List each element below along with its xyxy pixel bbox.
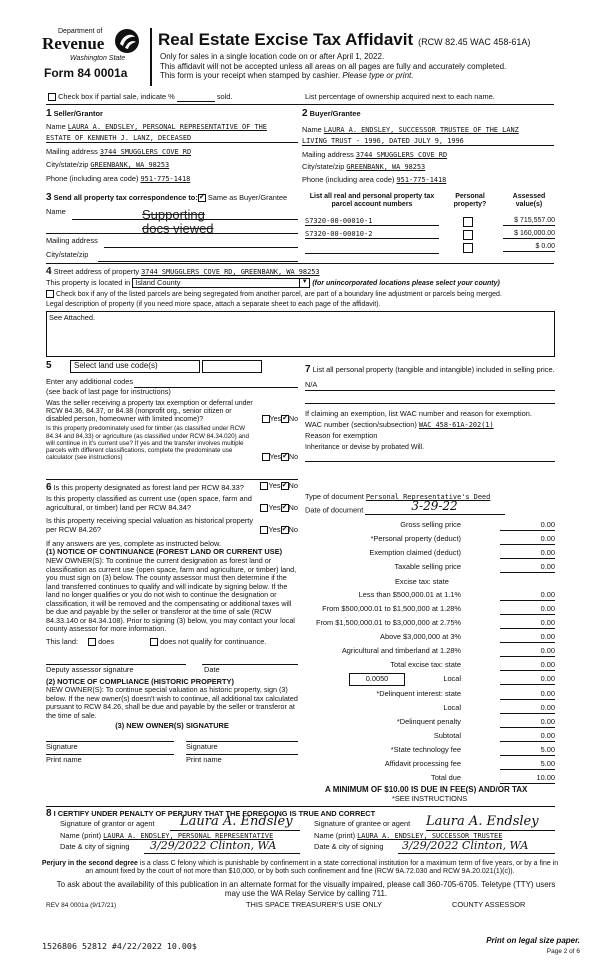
tax-row — [305, 760, 555, 771]
receipt-stamp: 1526806 52812 #4/22/2022 10.00$ — [42, 941, 197, 951]
seller-phone-label: Phone (including area code) — [46, 174, 139, 184]
sec7-label: List all personal property (tangible and intangible) included in selling price. — [312, 365, 555, 374]
title-text: Real Estate Excise Tax Affidavit — [158, 30, 414, 49]
tax-row — [305, 661, 555, 672]
q2-options — [262, 453, 298, 462]
sold-label: sold. — [216, 92, 233, 101]
buyer-addr-label: Mailing address — [302, 149, 354, 159]
codes-label: Enter any additional codes — [46, 377, 134, 386]
tax-row — [305, 605, 555, 616]
q1-yes-label: Yes — [269, 416, 282, 424]
stamp-supporting: Supporting — [142, 206, 205, 222]
tax-row-value[interactable]: 0.00 — [500, 690, 555, 700]
tax-row — [305, 591, 555, 602]
treasurer-label: THIS SPACE TREASURER'S USE ONLY — [246, 900, 383, 909]
reason-label: Reason for exemption — [305, 431, 378, 440]
sec6-rule — [46, 479, 298, 480]
tax-row-label: Gross selling price — [400, 520, 461, 529]
tax-row-value[interactable]: 0.00 — [500, 661, 555, 671]
sec4-num: 4 — [46, 266, 52, 277]
seller-phone[interactable]: 951-775-1418 — [140, 175, 191, 184]
segregated-checkbox[interactable] — [46, 290, 54, 298]
tax-row — [305, 521, 555, 532]
legal-description-field[interactable] — [46, 311, 555, 357]
sec6-q3: Is this property receiving special valuation as historical property per RCW 84.26? — [46, 516, 254, 534]
tax-row-value[interactable]: 0.00 — [500, 535, 555, 545]
seller-heading — [46, 108, 298, 120]
dor-logo — [40, 28, 160, 88]
segregated-row — [46, 290, 502, 299]
buyer-title: Buyer/Grantee — [309, 109, 361, 118]
tax-row-value[interactable]: 0.00 — [500, 521, 555, 531]
buyer-name-1[interactable]: LAURA A. ENDSLEY, SUCCESSOR TRUSTEE OF THE LANZ — [323, 125, 519, 134]
tax-row-label: Total due — [431, 773, 461, 782]
reason-value[interactable]: Inheritance or devise by probated Will. — [305, 443, 425, 451]
form-number: Form 84 0001a — [44, 66, 128, 80]
grantor-date-label: Date & city of signing — [60, 842, 130, 851]
access-notice: To ask about the availability of this publication in an alternate format for the visually impaired, please call 360-705-6705. Teletype (TTY) users may use the WA Relay Service by calling 711. — [56, 880, 556, 899]
list-pct-label: List percentage of ownership acquired next to each name. — [305, 92, 495, 101]
personal-property-section — [305, 364, 555, 462]
wac-label: WAC number (section/subsection) — [305, 420, 417, 430]
see-instructions: *SEE INSTRUCTIONS — [392, 794, 468, 803]
sec3-addr-label: Mailing address — [46, 235, 98, 245]
tax-row — [305, 746, 555, 757]
parcel-row — [305, 217, 555, 229]
sec3-label: Send all property tax correspondence to: — [53, 193, 198, 202]
print2-label: Print name — [186, 754, 222, 764]
land-use-row — [46, 360, 298, 374]
grantee-date-label: Date & city of signing — [314, 842, 384, 851]
rev-number: REV 84 0001a (9/17/21) — [46, 902, 117, 909]
tax-row-label: Exemption claimed (deduct) — [369, 548, 461, 557]
revenue-swirl-icon — [114, 28, 140, 54]
sec6-q1: Is this property designated as forest land per RCW 84.33? — [53, 483, 244, 492]
sec6-q2-yes-label: Yes — [268, 502, 281, 512]
note-3b: Please type or print. — [342, 71, 414, 81]
grantor-date-row — [60, 839, 300, 855]
parcel-number[interactable] — [305, 243, 439, 254]
this-land-row — [46, 638, 298, 658]
notice1-body: NEW OWNER(S): To continue the current designation as forest land or classification as current use (open space, farm and agriculture, or timber) land, you must sign on (3) below. The county assessor must then determine if the land transferred continues to qualify and will indicate by signing below. If the land no longer qualifies or you do not wish to continue the designation or classification, it will be removed and the compensating or additional taxes will be due and payable by the seller or transferor at the time of sale (RCW 84.33.140 or 84.34.108). Prior to signing (3) below, you may contact your local county assessor for more information. — [46, 556, 297, 634]
tax-row-label: *Personal property (deduct) — [370, 534, 461, 543]
tax-row-label: Subtotal — [433, 731, 461, 740]
q2-yes-label: Yes — [269, 453, 282, 461]
land-use-select[interactable] — [70, 360, 200, 373]
tax-row — [305, 549, 555, 560]
codes-see: (see back of last page for instructions) — [46, 387, 171, 396]
notice2-body: NEW OWNER(S): To continue special valuation as historic property, sign (3) below. If the new owner(s) doesn't wish to continue, all additional tax calculated pursuant to RCW 84.26, shall be due and payable by the seller or transferor at the time of sale. — [46, 685, 298, 720]
sec6-q3-row — [46, 517, 298, 534]
sec3-addr-row — [46, 237, 298, 249]
sec3-city-label: City/state/zip — [46, 249, 89, 259]
note-3a: This form is your receipt when stamped by cashier. — [160, 71, 341, 81]
form-title — [158, 30, 530, 50]
buyer-heading — [302, 108, 554, 120]
assessed-col-header: Assessed value(s) — [512, 193, 546, 209]
perjury-notice — [40, 860, 560, 877]
grantee-date-row — [314, 839, 555, 855]
sec6-q3-no-checkbox[interactable] — [281, 526, 289, 534]
parcel-number[interactable]: S7320-00-00010-1 — [305, 217, 439, 226]
seller-name-2[interactable]: ESTATE OF KENNETH J. LANZ, DECEASED — [46, 134, 298, 143]
doc-type-value[interactable]: Personal Representative's Deed — [365, 493, 491, 501]
local-row — [305, 675, 555, 686]
seller-num: 1 — [46, 108, 52, 119]
located-row — [46, 278, 500, 288]
does-not-option — [150, 638, 300, 647]
assessor-label: COUNTY ASSESSOR — [452, 900, 526, 909]
header-divider — [150, 28, 152, 86]
sec6-q2-options — [260, 504, 298, 513]
assessed-value[interactable]: $ 0.00 — [503, 243, 555, 252]
tax-row — [305, 704, 555, 715]
q1-no-label: No — [289, 416, 298, 424]
grantor-name-label: Name (print) — [60, 831, 102, 840]
grantor-sig-line — [170, 830, 300, 831]
grantee-signature[interactable]: Laura A. Endsley — [426, 814, 539, 829]
buyer-name-label: Name — [302, 124, 322, 134]
seller-city-row — [46, 161, 298, 170]
rule-sec8 — [46, 806, 555, 807]
q2-yes-checkbox[interactable] — [262, 453, 270, 461]
deputy-date-label: Date — [204, 664, 220, 674]
tax-row-value[interactable]: 0.00 — [500, 549, 555, 559]
sig2-label: Signature — [186, 741, 218, 751]
tax-row-label: Above $3,000,000 at 3% — [380, 632, 461, 641]
sec3-name-row — [46, 208, 298, 221]
grantee-sig-label: Signature of grantee or agent — [314, 819, 411, 828]
doc-type-label: Type of document — [305, 492, 364, 501]
q1-label: Was the seller receiving a property tax exemption or deferral under RCW 84.36, 84.37, or 84.38 (nonprofit org., senior citizen or disabled person, homeowner with limited income)? — [46, 399, 253, 424]
sig1-label: Signature — [46, 741, 78, 751]
seller-title: Seller/Grantor — [53, 109, 103, 118]
sec3-line2 — [46, 221, 298, 235]
excise-state-head: Excise tax: state — [395, 577, 449, 586]
grantor-sign-block — [60, 814, 300, 855]
tax-row — [305, 619, 555, 630]
legal-label: Legal description of property (if you need more space, attach a separate sheet to each page of the affidavit). — [46, 301, 381, 308]
tax-row — [305, 718, 555, 729]
street-row — [46, 266, 320, 278]
sec6-q1-options — [260, 482, 298, 491]
buyer-name-2[interactable]: LIVING TRUST - 1996, DATED JULY 9, 1996 — [302, 137, 554, 146]
q2-no-label: No — [289, 453, 298, 461]
header-notes — [160, 52, 506, 81]
doc-date-field[interactable] — [365, 499, 505, 515]
chevron-down-icon: ▼ — [299, 279, 309, 287]
grantor-sig-label: Signature of grantor or agent — [60, 819, 155, 828]
perjury-text: is a class C felony which is punishable by confinement in a state correctional institution for a maximum term of five years, or by a fine in an amount fixed by the court of not more than $10,000, or by both such confinement and fine (RCW 9A.72.030 and RCW 9A.20.021(1)(c)). — [85, 860, 559, 876]
doc-date-label: Date of document — [305, 505, 364, 515]
parcel-row — [305, 230, 555, 242]
sec3-city-row — [46, 251, 298, 263]
sec6-q1-yes-label: Yes — [268, 481, 281, 490]
tax-row — [305, 690, 555, 701]
tax-row — [305, 633, 555, 644]
tax-row-label: Affidavit processing fee — [384, 759, 461, 768]
assessed-value[interactable]: $ 715,557.00 — [503, 217, 555, 226]
note-3 — [160, 71, 506, 81]
sec6-q2: Is this property classified as current use (open space, farm and agricultural, or timber) land per RCW 84.34? — [46, 493, 252, 512]
certify-label: I CERTIFY UNDER PENALTY OF PERJURY THAT THE FOREGOING IS TRUE AND CORRECT — [53, 809, 376, 818]
tax-row-label: *State technology fee — [390, 745, 461, 754]
sec7-line — [305, 403, 555, 404]
q2-row — [46, 425, 298, 461]
page-number: Page 2 of 6 — [546, 948, 580, 955]
tax-row-value[interactable]: 0.00 — [500, 633, 555, 643]
land-use-extra[interactable] — [202, 360, 262, 373]
tax-row-value[interactable]: 10.00 — [500, 774, 555, 784]
doc-date-row — [305, 499, 505, 515]
grantee-sig-line — [426, 830, 555, 831]
street-label: Street address of property — [53, 267, 140, 276]
tax-row-label: Local — [443, 703, 461, 712]
tax-row — [305, 732, 555, 743]
local-value[interactable]: 0.00 — [500, 675, 555, 685]
tax-row-label: Agricultural and timberland at 1.28% — [341, 646, 461, 655]
parcel-col-header: List all real and personal property tax parcel account numbers — [309, 193, 435, 209]
sec6-q3-options — [260, 526, 298, 535]
sec6-q1-no-label: No — [288, 481, 298, 490]
tax-row-label: From $1,500,000.01 to $3,000,000 at 2.75% — [315, 618, 461, 627]
personal-property-checkbox[interactable] — [463, 230, 473, 240]
same-as-buyer-checkbox[interactable] — [198, 194, 206, 202]
tax-row — [305, 535, 555, 546]
grantor-date[interactable]: 3/29/2022 Clinton, WA — [150, 839, 277, 852]
sec6-q1-row — [46, 482, 298, 494]
legal-size-note: Print on legal size paper. — [486, 936, 580, 945]
seller-phone-row — [46, 175, 298, 184]
seller-name-row — [46, 123, 298, 132]
codes-row — [46, 378, 298, 388]
sec7-value[interactable]: N/A — [305, 381, 555, 391]
sec6-q2-row — [46, 495, 298, 512]
land-use-section — [46, 360, 298, 462]
q2-no-checkbox[interactable] — [281, 453, 289, 461]
tax-row-value[interactable]: 0.00 — [500, 619, 555, 629]
rcw-text: (RCW 82.45 WAC 458-61A) — [418, 37, 531, 47]
does-checkbox[interactable] — [88, 638, 96, 646]
seller-name-label: Name — [46, 121, 66, 131]
grantee-name-label: Name (print) — [314, 831, 356, 840]
sec3-num: 3 — [46, 192, 52, 203]
local-label: Local — [443, 674, 461, 683]
grantor-date-line — [144, 853, 300, 854]
grantor-name[interactable]: LAURA A. ENDSLEY, PERSONAL REPRESENTATIVE — [103, 832, 274, 840]
buyer-addr-row — [302, 151, 554, 160]
seller-addr-row — [46, 148, 298, 157]
local-rate[interactable]: 0.0050 — [349, 673, 405, 686]
q1-options — [262, 415, 298, 424]
seller-name-1[interactable]: LAURA A. ENDSLEY, PERSONAL REPRESENTATIVE OF THE — [67, 122, 267, 131]
sec5-num: 5 — [46, 360, 52, 371]
sec3-addr-line — [104, 247, 298, 248]
sec8-num: 8 — [46, 808, 52, 819]
located-label: This property is located in — [46, 277, 131, 287]
notice1-title: (1) NOTICE OF CONTINUANCE (FOREST LAND OR CURRENT USE) — [46, 547, 283, 557]
wac-value[interactable]: WAC 458-61A-202(1) — [418, 421, 494, 430]
county-value: Island County — [135, 278, 181, 287]
segregated-label: Check box if any of the listed parcels are being segregated from another parcel, are part of a boundary line adjustment or parcels being merged. — [55, 290, 502, 298]
wac-row — [305, 421, 555, 430]
correspondence-section — [46, 192, 298, 263]
q1-no-checkbox[interactable] — [281, 415, 289, 423]
notice2-title: (2) NOTICE OF COMPLIANCE (HISTORIC PROPERTY) — [46, 676, 234, 686]
state-label: Washington State — [70, 55, 126, 62]
buyer-phone-label: Phone (including area code) — [302, 175, 395, 185]
located-note: (for unincorporated locations please select your county) — [312, 279, 500, 287]
reason-line — [305, 461, 555, 462]
note-1: Only for sales in a single location code on or after April 1, 2022. — [160, 52, 385, 61]
sec6-q2-no-label: No — [288, 502, 298, 512]
partial-sale-label: Check box if partial sale, indicate % — [58, 92, 175, 101]
forest-section — [46, 482, 298, 767]
grantee-date[interactable]: 3/29/2022 Clinton, WA — [402, 839, 529, 852]
if-yes-label: If any answers are yes, complete as instructed below. — [46, 538, 221, 548]
grantee-sign-block — [314, 814, 555, 855]
tax-row — [305, 647, 555, 658]
sec3-heading — [46, 192, 298, 204]
rule-top — [46, 104, 554, 105]
new-owner-signatures — [46, 741, 298, 767]
assessed-value[interactable]: $ 160,000.00 — [503, 230, 555, 239]
deputy-row — [46, 664, 298, 678]
tax-row-label: *Delinquent penalty — [396, 717, 461, 726]
sec7-heading — [305, 364, 555, 376]
personal-property-checkbox[interactable] — [463, 217, 473, 227]
notice3-title: (3) NEW OWNER(S) SIGNATURE — [115, 721, 229, 731]
tax-row — [305, 563, 555, 574]
doc-type-row — [305, 493, 490, 502]
buyer-name-row — [302, 126, 554, 135]
parcel-number[interactable]: S7320-00-00010-2 — [305, 230, 439, 239]
dept-label: Department of — [58, 28, 103, 35]
sec6-q3-yes-label: Yes — [268, 525, 281, 534]
tax-row — [305, 774, 555, 785]
personal-property-checkbox[interactable] — [463, 243, 473, 253]
tax-row-value[interactable]: 0.00 — [500, 591, 555, 601]
note-2: This affidavit will not be accepted unless all areas on all pages are fully and accurately completed. — [160, 61, 507, 71]
tax-row-label: *Delinquent interest: state — [376, 689, 461, 698]
tax-row-value[interactable]: 0.00 — [500, 647, 555, 657]
seller-section — [46, 108, 298, 184]
land-use-placeholder: Select land use code(s) — [74, 361, 158, 370]
seller-city-label: City/state/zip — [46, 160, 89, 170]
tax-row-label: Less than $500,000.01 at 1.1% — [358, 590, 461, 599]
exempt-label: If claiming an exemption, list WAC number and reason for exemption. — [305, 408, 532, 418]
sec3-city-line — [98, 261, 298, 262]
tax-row-label: From $500,000.01 to $1,500,000 at 1.28% — [322, 604, 461, 613]
q2-label: Is this property predominately used for timber (as classified under RCW 84.34 and 84.33) or agriculture (as classified under RCW 84.34.020) and will continue in it's current use? If yes and the transfer involves multiple parcels with different classifications, complete the predominate use calculator (see instructions) — [46, 425, 250, 462]
grantor-signature[interactable]: Laura A. Endsley — [180, 814, 293, 829]
does-not-checkbox[interactable] — [150, 638, 158, 646]
does-label: does — [98, 636, 115, 646]
tax-row-value[interactable]: 5.00 — [500, 746, 555, 756]
rule-sec4 — [46, 263, 554, 264]
county-select[interactable] — [132, 278, 310, 288]
partial-sale-checkbox[interactable] — [48, 93, 56, 101]
buyer-city[interactable]: GREENBANK, WA 98253 — [346, 163, 426, 172]
tax-row-value[interactable]: 0.00 — [500, 704, 555, 714]
doc-date-value: 3-29-22 — [411, 499, 458, 513]
revenue-label: Revenue — [42, 34, 105, 53]
buyer-section — [302, 108, 554, 185]
tax-row-value[interactable]: 5.00 — [500, 760, 555, 770]
sec6-num: 6 — [46, 482, 52, 493]
q1-yes-checkbox[interactable] — [262, 415, 270, 423]
minimum-due: A MINIMUM OF $10.00 IS DUE IN FEE(S) AND/OR TAX — [325, 785, 528, 794]
deputy-label: Deputy assessor signature — [46, 664, 134, 674]
buyer-addr[interactable]: 3744 SMUGGLERS COVE RD — [355, 150, 448, 159]
q1-row — [46, 400, 298, 425]
buyer-num: 2 — [302, 108, 308, 119]
does-option — [88, 638, 114, 647]
does-not-label: does not qualify for continuance. — [160, 636, 267, 646]
seller-addr[interactable]: 3744 SMUGGLERS COVE RD — [99, 147, 192, 156]
stamp-docs-viewed: docs viewed — [142, 220, 214, 236]
sec7-num: 7 — [305, 364, 311, 375]
tax-row-value[interactable]: 0.00 — [500, 605, 555, 615]
partial-pct-input[interactable] — [177, 101, 215, 102]
seller-city[interactable]: GREENBANK, WA 98253 — [90, 161, 170, 170]
buyer-phone-row — [302, 176, 554, 185]
personal-col-header: Personal property? — [453, 193, 487, 209]
sec6-q2-no-checkbox[interactable] — [281, 504, 289, 512]
print1-label: Print name — [46, 754, 82, 764]
buyer-city-label: City/state/zip — [302, 162, 345, 172]
tax-row-label: Taxable selling price — [394, 562, 461, 571]
sec6-q3-no-label: No — [288, 525, 298, 534]
seller-addr-label: Mailing address — [46, 146, 98, 156]
tax-row-value[interactable]: 0.00 — [500, 732, 555, 742]
sec6-q1-no-checkbox[interactable] — [281, 482, 289, 490]
parcel-row — [305, 243, 555, 255]
tax-row-value[interactable]: 0.00 — [500, 718, 555, 728]
tax-row-label: Total excise tax: state — [390, 660, 461, 669]
this-land-label: This land: — [46, 636, 79, 646]
buyer-city-row — [302, 163, 554, 172]
grantee-date-line — [398, 853, 555, 854]
legal-value: See Attached. — [49, 313, 96, 322]
same-as-buyer-label: Same as Buyer/Grantee — [207, 193, 288, 202]
buyer-phone[interactable]: 951-775-1418 — [396, 176, 447, 185]
partial-sale-row — [48, 93, 232, 102]
sec3-name-label: Name — [46, 206, 66, 216]
grantee-name[interactable]: LAURA A. ENDSLEY, SUCCESSOR TRUSTEE — [357, 832, 503, 840]
street-value[interactable]: 3744 SMUGGLERS COVE RD, GREENBANK, WA 98253 — [141, 268, 320, 276]
perjury-bold: Perjury in the second degree — [41, 860, 138, 867]
codes-line — [134, 387, 298, 388]
tax-row-value[interactable]: 0.00 — [500, 563, 555, 573]
